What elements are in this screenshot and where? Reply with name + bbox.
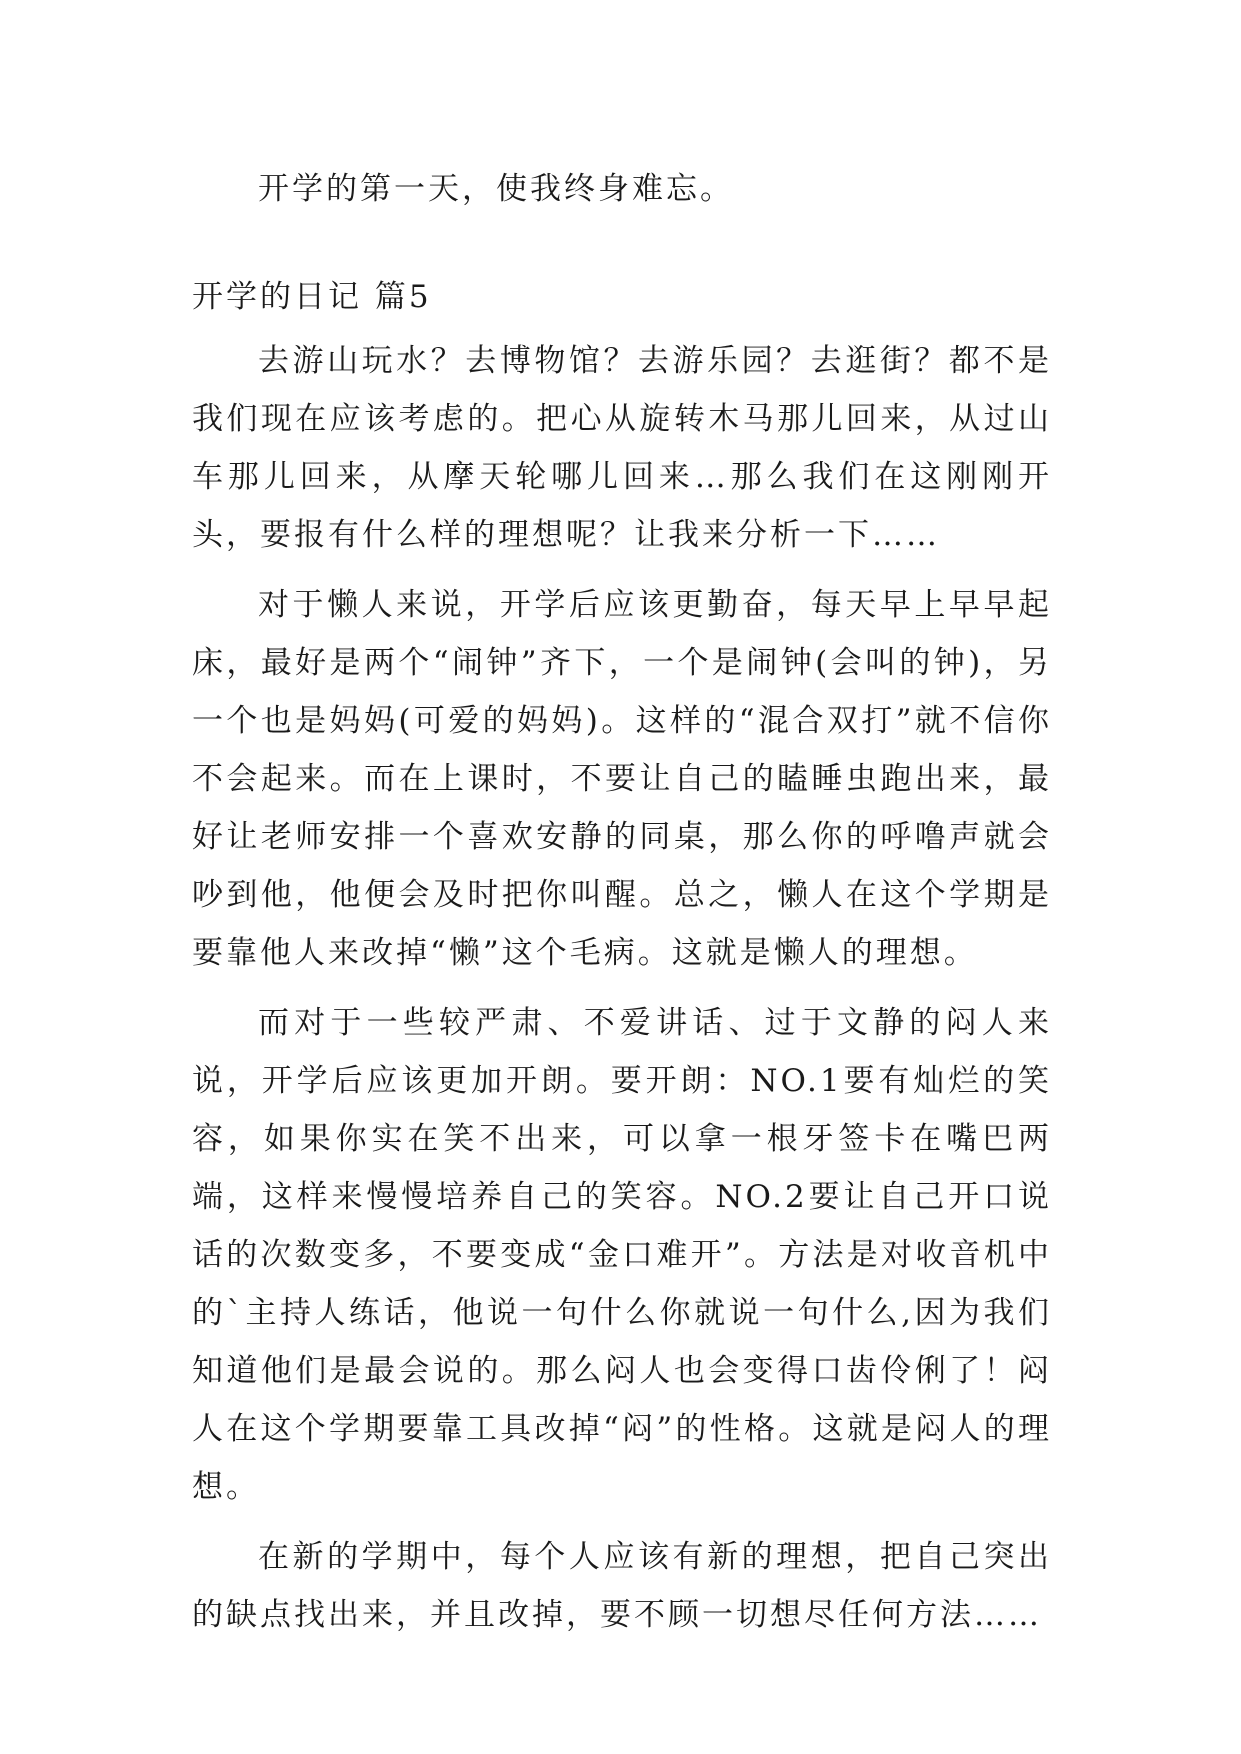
- paragraph-3: 而对于一些较严肃、不爱讲话、过于文静的闷人来说，开学后应该更加开朗。要开朗：NO.1要有灿烂的笑容，如果你实在笑不出来，可以拿一根牙签卡在嘴巴两端，这样来慢慢培养自己的笑容。NO.2要让自己开口说话的次数变多，不要变成“金口难开”。方法是对收音机中的`主持人练话，他说一句什么你就说一句什么,因为我们知道他们是最会说的。那么闷人也会变得口齿伶俐了！闷人在这个学期要靠工具改掉“闷”的性格。这就是闷人的理想。: [192, 1005, 1052, 1505]
- paragraph-2: 对于懒人来说，开学后应该更勤奋，每天早上早早起床，最好是两个“闹钟”齐下，一个是闹钟(会叫的钟)，另一个也是妈妈(可爱的妈妈)。这样的“混合双打”就不信你不会起来。而在上课时，不要让自己的瞌睡虫跑出来，最好让老师安排一个喜欢安静的同桌，那么你的呼噜声就会吵到他，他便会及时把你叫醒。总之，懒人在这个学期是要靠他人来改掉“懒”这个毛病。这就是懒人的理想。: [192, 587, 1052, 971]
- section-title: 开学的日记 篇5: [192, 279, 432, 315]
- paragraph-4: 在新的学期中，每个人应该有新的理想，把自己突出的缺点找出来，并且改掉，要不顾一切想尽任何方法……: [192, 1539, 1052, 1633]
- paragraph-1: 去游山玩水？去博物馆？去游乐园？去逛街？都不是我们现在应该考虑的。把心从旋转木马那儿回来，从过山车那儿回来，从摩天轮哪儿回来…那么我们在这刚刚开头，要报有什么样的理想呢？让我来分析一下……: [192, 343, 1052, 553]
- document-page: [192, 160, 1052, 1656]
- closing-line: 开学的第一天，使我终身难忘。: [258, 171, 734, 207]
